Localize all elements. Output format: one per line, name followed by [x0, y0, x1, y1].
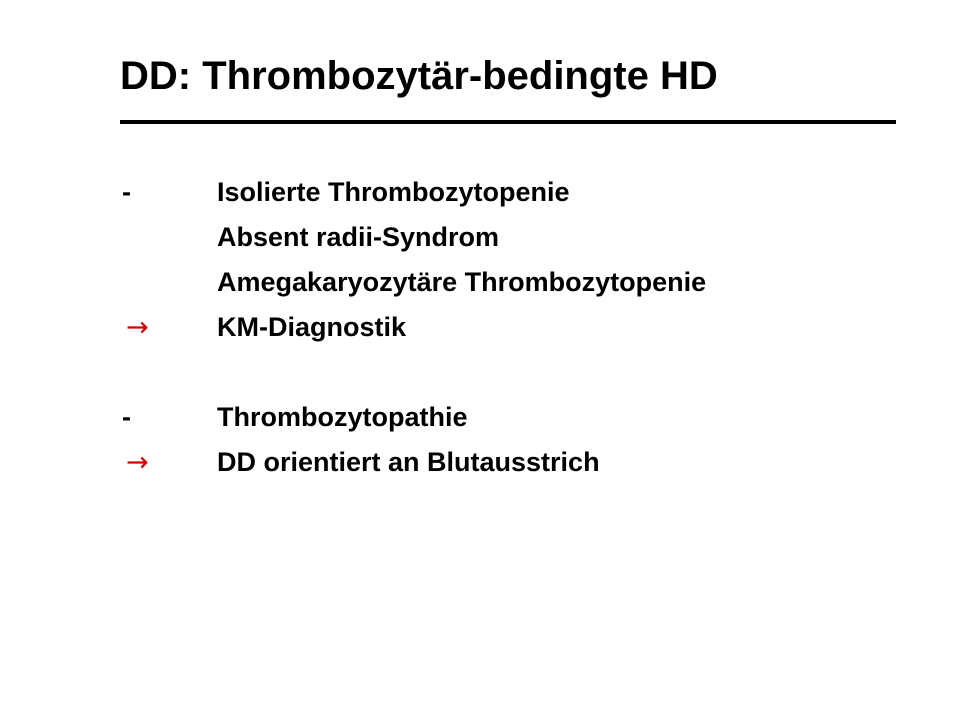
list-item-text: KM-Diagnostik — [217, 312, 406, 342]
list-item — [120, 170, 910, 215]
slide-content — [120, 170, 910, 485]
title-underline — [120, 120, 896, 124]
dash-bullet: - — [122, 402, 131, 432]
list-item — [120, 260, 910, 305]
group-spacer — [120, 350, 910, 395]
right-arrow-icon: → — [126, 312, 149, 343]
right-arrow-icon: → — [126, 447, 149, 478]
list-item — [120, 395, 910, 440]
list-item — [120, 440, 910, 485]
slide-title: DD: Thrombozytär-bedingte HD — [120, 54, 718, 98]
list-item-text: Amegakaryozytäre Thrombozytopenie — [217, 267, 707, 297]
dash-bullet: - — [122, 177, 131, 207]
list-item-text: Thrombozytopathie — [217, 402, 468, 432]
list-item-text: Absent radii-Syndrom — [217, 222, 500, 252]
list-item-text: DD orientiert an Blutausstrich — [217, 447, 600, 477]
list-item — [120, 215, 910, 260]
list-item-text: Isolierte Thrombozytopenie — [217, 177, 570, 207]
list-item — [120, 305, 910, 350]
